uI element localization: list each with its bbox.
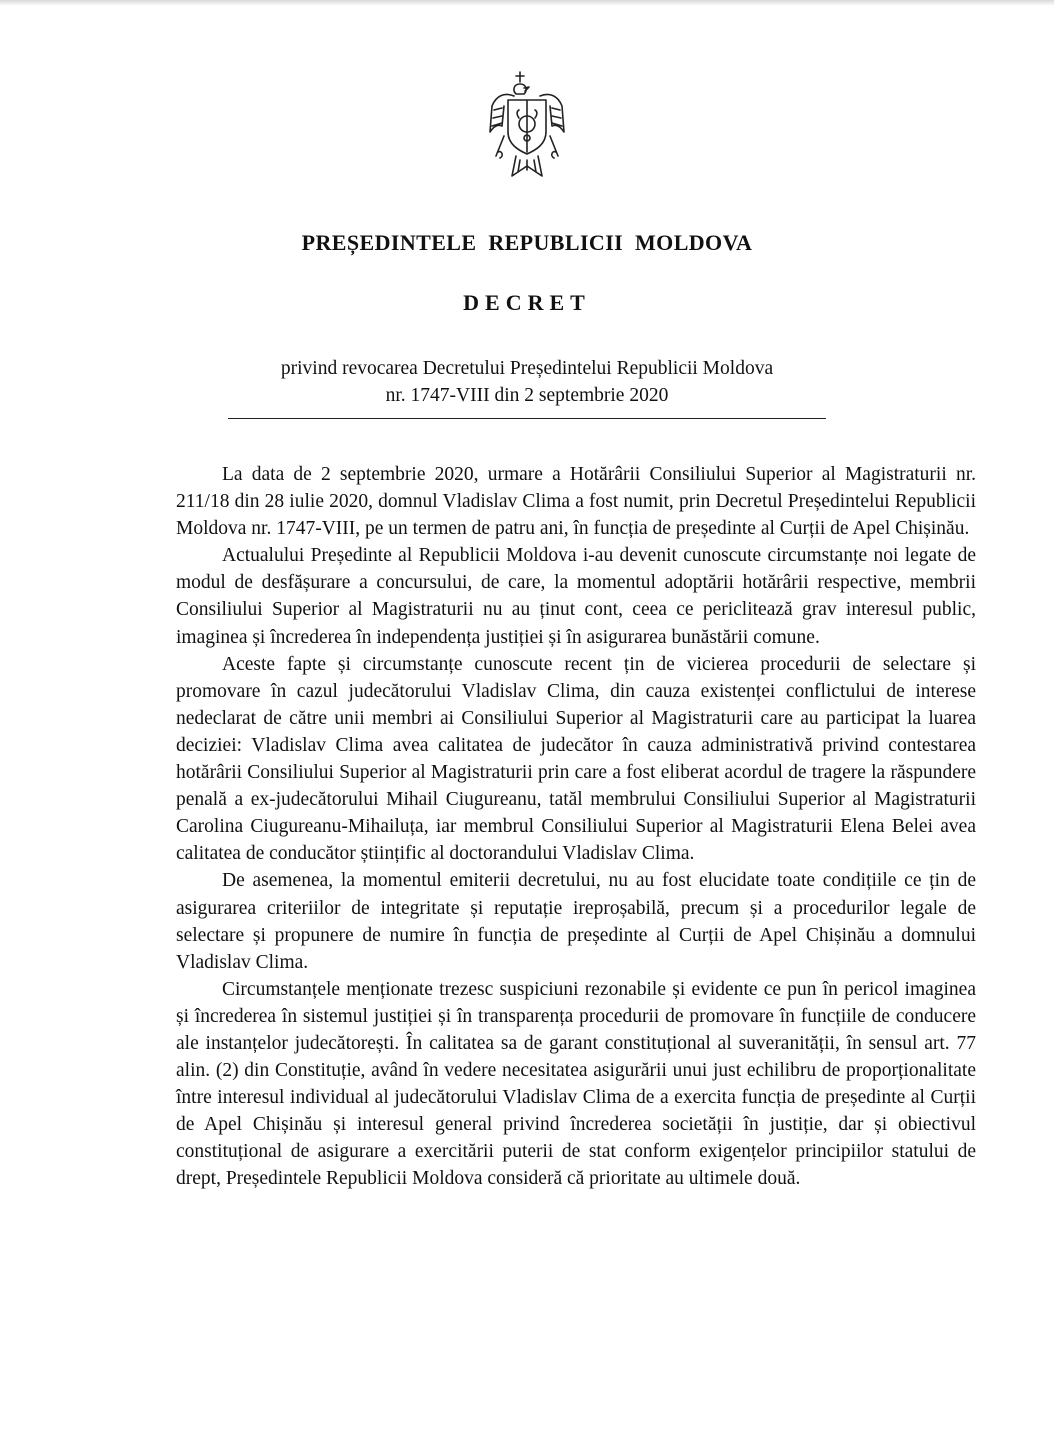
- issuer-heading: PREȘEDINTELE REPUBLICII MOLDOVA: [301, 230, 753, 255]
- body-paragraph: Aceste fapte și circumstanțe cunoscute recent țin de vicierea procedurii de selectare și promovare în cazul judecătorului Vladislav Clima, din cauza existenței conflictului de interese nedeclarat de către unii membri ai Consiliului Superior al Magistraturii care au participat la luarea deciziei: Vladislav Clima avea calitatea de judecător în cauza administrativă privind contestarea hotărârii Consiliului Superior al Magistraturii prin care a fost eliberat acordul de tragere la răspundere penală a ex-judecătorului Mihail Ciugureanu, tatăl membrului Consiliului Superior al Magistraturii Carolina Ciugureanu-Mihailuța, iar membrul Consiliului Superior al Magistraturii Elena Belei avea calitatea de conducător științific al doctorandului Vladislav Clima.: [176, 653, 976, 865]
- body-paragraph: La data de 2 septembrie 2020, urmare a Hotărârii Consiliului Superior al Magistraturii nr. 211/18 din 28 iulie 2020, domnul Vladislav Clima a fost numit, prin Decretul Președintelui Republicii Moldova nr. 1747-VIII, pe un termen de patru ani, în funcția de președinte al Curții de Apel Chișinău.: [176, 464, 976, 540]
- body-paragraph: Circumstanțele menționate trezesc suspiciuni rezonabile și evidente ce pun în pericol imaginea și încrederea în sistemul justiției și în transparența procedurii de promovare în funcțiile de conducere ale instanțelor judecătorești. În calitatea sa de garant constituțional al suveranității, în sensul art. 77 alin. (2) din Constituție, având în vedere necesitatea asigurării unui just echilibru de proporționalitate între interesul individual al judecătorului Vladislav Clima de a exercita funcția de președinte al Curții de Apel Chișinău și interesul general privind încrederea societății în justiție, dar și obiectivul constituțional de asigurare a exercitării puterii de stat conform exigențelor principiilor statului de drept, Președintele Republicii Moldova consideră că prioritate au ultimele două.: [176, 978, 976, 1190]
- decree-subtitle: [0, 355, 1054, 409]
- page-top-edge: [0, 0, 1054, 6]
- body-paragraph: Actualului Președinte al Republicii Moldova i-au devenit cunoscute circumstanțe noi legate de modul de desfășurare a concursului, de care, la momentul adoptării hotărârii respective, membrii Consiliului Superior al Magistraturii nu au ținut cont, ceea ce periclitează grav interesul public, imaginea și încrederea în independența justiției și în asigurarea bunăstării comune.: [176, 545, 976, 648]
- subtitle-divider: [228, 418, 826, 419]
- decree-body: [176, 461, 976, 1193]
- body-paragraph: De asemenea, la momentul emiterii decretului, nu au fost elucidate toate condițiile ce țin de asigurarea criteriilor de integritate și reputație ireproșabilă, precum și a procedurilor legale de selectare și propunere de numire în funcția de președinte al Curții de Apel Chișinău a domnului Vladislav Clima.: [176, 870, 976, 973]
- coat-of-arms-emblem: [484, 66, 570, 184]
- subtitle-line: nr. 1747-VIII din 2 septembrie 2020: [385, 385, 669, 406]
- document-type-heading: DECRET: [463, 290, 591, 315]
- subtitle-line: privind revocarea Decretului Președintelui Republicii Moldova: [280, 358, 774, 379]
